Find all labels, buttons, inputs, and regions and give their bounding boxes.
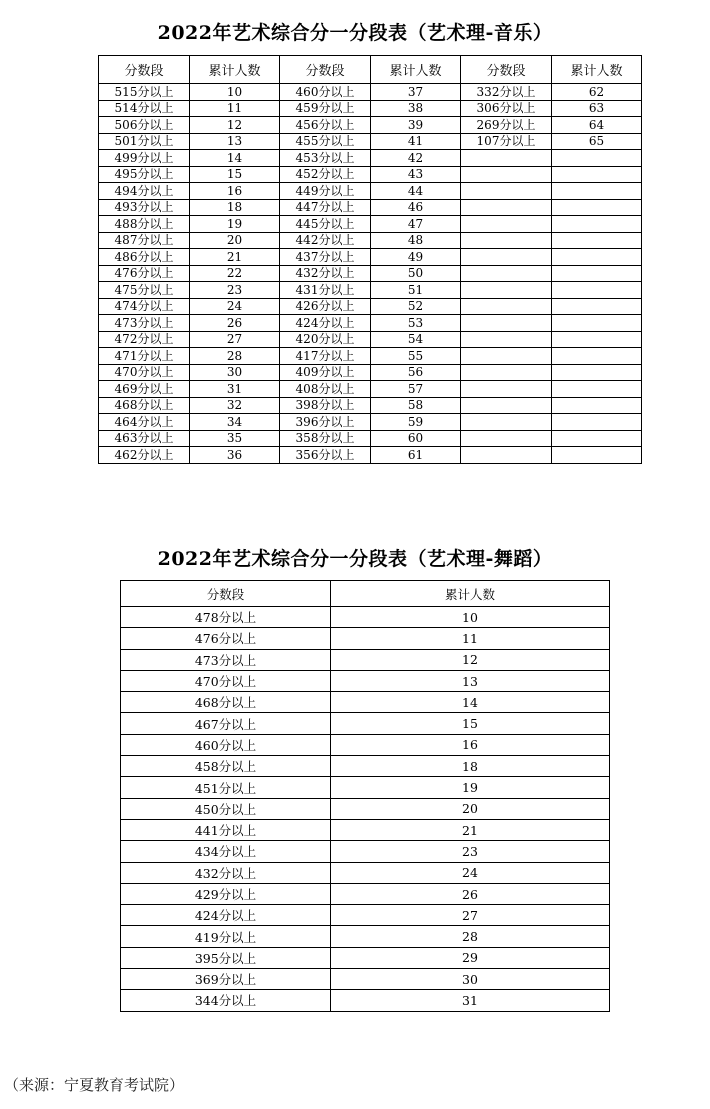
count-cell: 27 [190,331,280,348]
score-cell [461,199,552,216]
header-count: 累计人数 [371,56,461,84]
score-cell: 506分以上 [99,117,190,134]
count-cell: 59 [371,414,461,431]
table-row [99,117,642,134]
count-cell: 23 [190,282,280,299]
table-row [99,447,642,464]
count-cell: 48 [371,232,461,249]
score-cell: 344分以上 [121,990,331,1011]
count-cell: 16 [331,734,610,755]
count-cell: 57 [371,381,461,398]
count-cell [552,315,642,332]
score-cell [461,166,552,183]
table-row [99,397,642,414]
score-cell: 442分以上 [280,232,371,249]
count-cell: 27 [331,905,610,926]
count-cell: 21 [331,819,610,840]
table-row [121,734,610,755]
count-cell: 36 [190,447,280,464]
count-cell [552,414,642,431]
count-cell: 44 [371,183,461,200]
table-row [99,150,642,167]
table-header-row [121,581,610,607]
score-cell [461,265,552,282]
score-cell: 332分以上 [461,84,552,101]
score-cell: 429分以上 [121,883,331,904]
table-row [121,692,610,713]
table-row [121,926,610,947]
score-cell: 396分以上 [280,414,371,431]
score-cell: 476分以上 [121,628,331,649]
score-cell: 456分以上 [280,117,371,134]
table-row [99,100,642,117]
count-cell: 35 [190,430,280,447]
score-cell: 445分以上 [280,216,371,233]
score-cell: 467分以上 [121,713,331,734]
score-cell: 455分以上 [280,133,371,150]
header-count: 累计人数 [552,56,642,84]
dance-table-title: 2022年艺术综合分一分段表（艺术理-舞蹈） [157,548,553,570]
count-cell: 47 [371,216,461,233]
score-cell: 471分以上 [99,348,190,365]
table-row [99,166,642,183]
count-cell [552,298,642,315]
table-row [99,348,642,365]
score-cell [461,414,552,431]
score-cell [461,397,552,414]
count-cell [552,249,642,266]
table-row [121,756,610,777]
table-row [121,713,610,734]
table-row [121,862,610,883]
table-row [99,232,642,249]
count-cell [552,216,642,233]
count-cell: 29 [331,947,610,968]
table-row [99,331,642,348]
count-cell: 39 [371,117,461,134]
count-cell: 24 [331,862,610,883]
count-cell: 14 [331,692,610,713]
header-score: 分数段 [99,56,190,84]
score-cell [461,249,552,266]
count-cell [552,348,642,365]
count-cell [552,331,642,348]
table-row [121,819,610,840]
table-row [121,841,610,862]
count-cell: 43 [371,166,461,183]
table-row [121,628,610,649]
table-header-row [99,56,642,84]
count-cell [552,232,642,249]
count-cell: 15 [190,166,280,183]
count-cell: 13 [331,670,610,691]
score-cell: 426分以上 [280,298,371,315]
score-cell: 458分以上 [121,756,331,777]
count-cell: 30 [190,364,280,381]
count-cell [552,430,642,447]
table-row [121,947,610,968]
score-cell: 460分以上 [280,84,371,101]
table-row [99,282,642,299]
score-cell: 424分以上 [121,905,331,926]
count-cell: 19 [190,216,280,233]
score-cell: 417分以上 [280,348,371,365]
score-cell: 449分以上 [280,183,371,200]
count-cell [552,397,642,414]
count-cell: 56 [371,364,461,381]
score-cell: 464分以上 [99,414,190,431]
score-cell: 460分以上 [121,734,331,755]
count-cell: 10 [190,84,280,101]
score-cell: 437分以上 [280,249,371,266]
count-cell: 18 [331,756,610,777]
header-count: 累计人数 [190,56,280,84]
table-row [121,670,610,691]
score-cell: 107分以上 [461,133,552,150]
music-score-table [98,55,642,464]
count-cell: 60 [371,430,461,447]
count-cell: 28 [190,348,280,365]
score-cell: 494分以上 [99,183,190,200]
score-cell: 488分以上 [99,216,190,233]
score-cell: 478分以上 [121,607,331,628]
score-cell [461,381,552,398]
table-row [99,199,642,216]
score-cell: 474分以上 [99,298,190,315]
count-cell: 20 [190,232,280,249]
count-cell: 28 [331,926,610,947]
count-cell: 49 [371,249,461,266]
score-cell: 472分以上 [99,331,190,348]
score-cell: 468分以上 [121,692,331,713]
count-cell: 14 [190,150,280,167]
score-cell: 473分以上 [99,315,190,332]
header-score: 分数段 [461,56,552,84]
score-cell: 419分以上 [121,926,331,947]
count-cell [552,166,642,183]
score-cell [461,331,552,348]
score-cell: 469分以上 [99,381,190,398]
header-score: 分数段 [121,581,331,607]
table-row [99,414,642,431]
score-cell: 468分以上 [99,397,190,414]
score-cell: 447分以上 [280,199,371,216]
count-cell [552,265,642,282]
score-cell [461,430,552,447]
score-cell: 431分以上 [280,282,371,299]
score-cell [461,232,552,249]
score-cell: 358分以上 [280,430,371,447]
count-cell: 34 [190,414,280,431]
score-cell [461,282,552,299]
count-cell: 26 [190,315,280,332]
music-table-title: 2022年艺术综合分一分段表（艺术理-音乐） [157,22,553,44]
score-cell [461,315,552,332]
score-cell: 369分以上 [121,969,331,990]
score-cell: 476分以上 [99,265,190,282]
score-cell [461,216,552,233]
header-count: 累计人数 [331,581,610,607]
score-cell: 495分以上 [99,166,190,183]
score-cell: 452分以上 [280,166,371,183]
count-cell: 31 [331,990,610,1011]
score-cell: 356分以上 [280,447,371,464]
table-row [99,430,642,447]
score-cell: 493分以上 [99,199,190,216]
count-cell: 10 [331,607,610,628]
score-cell: 475分以上 [99,282,190,299]
score-cell [461,183,552,200]
count-cell: 12 [190,117,280,134]
score-cell [461,447,552,464]
source-note: （来源：宁夏教育考试院） [4,1076,185,1094]
dance-score-table [120,580,610,1012]
count-cell: 63 [552,100,642,117]
count-cell: 41 [371,133,461,150]
count-cell: 21 [190,249,280,266]
count-cell: 15 [331,713,610,734]
count-cell: 23 [331,841,610,862]
score-cell: 486分以上 [99,249,190,266]
table-row [99,183,642,200]
count-cell: 55 [371,348,461,365]
count-cell: 32 [190,397,280,414]
table-row [99,84,642,101]
score-cell: 453分以上 [280,150,371,167]
table-row [121,905,610,926]
score-cell [461,364,552,381]
count-cell: 61 [371,447,461,464]
score-cell: 470分以上 [121,670,331,691]
score-cell: 395分以上 [121,947,331,968]
count-cell: 11 [331,628,610,649]
score-cell: 409分以上 [280,364,371,381]
score-cell: 463分以上 [99,430,190,447]
score-cell: 459分以上 [280,100,371,117]
score-cell: 514分以上 [99,100,190,117]
table-row [121,607,610,628]
table-row [99,216,642,233]
count-cell: 62 [552,84,642,101]
count-cell: 46 [371,199,461,216]
count-cell [552,381,642,398]
table-row [121,777,610,798]
table-row [99,265,642,282]
count-cell: 65 [552,133,642,150]
count-cell: 24 [190,298,280,315]
count-cell [552,282,642,299]
table-row [121,990,610,1011]
table-row [121,798,610,819]
score-cell: 473分以上 [121,649,331,670]
score-cell: 398分以上 [280,397,371,414]
count-cell: 19 [331,777,610,798]
count-cell: 30 [331,969,610,990]
count-cell: 42 [371,150,461,167]
score-cell: 432分以上 [121,862,331,883]
score-cell: 499分以上 [99,150,190,167]
score-cell [461,150,552,167]
score-cell: 408分以上 [280,381,371,398]
count-cell [552,150,642,167]
count-cell: 20 [331,798,610,819]
count-cell: 50 [371,265,461,282]
count-cell: 38 [371,100,461,117]
score-cell [461,348,552,365]
count-cell: 22 [190,265,280,282]
score-cell: 462分以上 [99,447,190,464]
score-cell: 501分以上 [99,133,190,150]
count-cell: 31 [190,381,280,398]
score-cell: 515分以上 [99,84,190,101]
score-cell: 487分以上 [99,232,190,249]
count-cell: 16 [190,183,280,200]
count-cell: 18 [190,199,280,216]
score-cell: 306分以上 [461,100,552,117]
header-score: 分数段 [280,56,371,84]
count-cell: 51 [371,282,461,299]
score-cell: 269分以上 [461,117,552,134]
score-cell: 424分以上 [280,315,371,332]
score-cell: 420分以上 [280,331,371,348]
score-cell: 451分以上 [121,777,331,798]
table-row [99,315,642,332]
table-row [99,364,642,381]
score-cell: 450分以上 [121,798,331,819]
count-cell [552,447,642,464]
count-cell: 54 [371,331,461,348]
count-cell: 37 [371,84,461,101]
count-cell [552,199,642,216]
count-cell: 13 [190,133,280,150]
table-row [121,649,610,670]
score-cell: 470分以上 [99,364,190,381]
score-cell [461,298,552,315]
table-row [99,298,642,315]
table-row [99,381,642,398]
count-cell: 11 [190,100,280,117]
count-cell: 12 [331,649,610,670]
count-cell: 52 [371,298,461,315]
score-cell: 441分以上 [121,819,331,840]
score-cell: 434分以上 [121,841,331,862]
count-cell: 53 [371,315,461,332]
score-cell: 432分以上 [280,265,371,282]
count-cell: 64 [552,117,642,134]
count-cell [552,364,642,381]
table-row [99,249,642,266]
table-row [121,883,610,904]
table-row [99,133,642,150]
count-cell [552,183,642,200]
count-cell: 26 [331,883,610,904]
table-row [121,969,610,990]
count-cell: 58 [371,397,461,414]
